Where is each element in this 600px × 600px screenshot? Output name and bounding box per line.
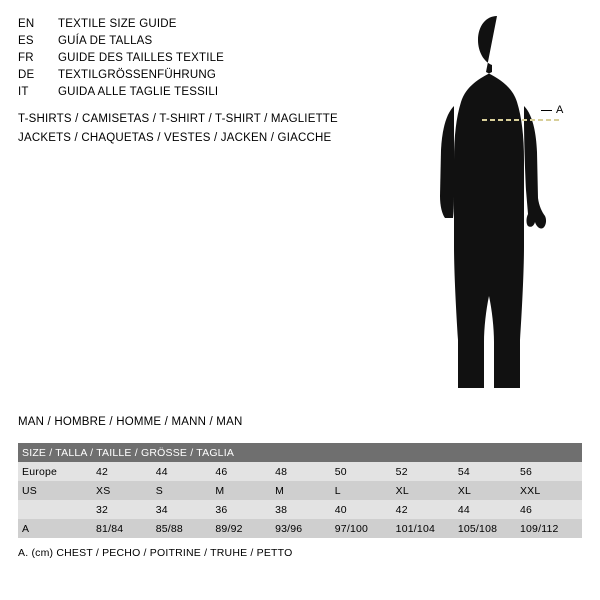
size-table <box>18 443 582 538</box>
language-list <box>18 16 358 101</box>
cell: 105/108 <box>458 519 520 538</box>
cell: XL <box>458 481 520 500</box>
cell: 109/112 <box>520 519 582 538</box>
language-text: TEXTILE SIZE GUIDE <box>58 18 177 30</box>
cell: 46 <box>520 500 582 519</box>
body-shape <box>454 16 524 388</box>
cell: 54 <box>458 462 520 481</box>
table-header-label: SIZE / TALLA / TAILLE / GRÖSSE / TAGLIA <box>18 443 582 462</box>
language-row <box>18 33 358 50</box>
chest-marker-label: A <box>556 104 564 116</box>
cell: 44 <box>458 500 520 519</box>
category-tshirts: T-SHIRTS / CAMISETAS / T-SHIRT / T-SHIRT / MAGLIETTE <box>18 113 338 125</box>
table-row <box>18 462 582 481</box>
language-code: EN <box>18 18 35 30</box>
language-row <box>18 16 358 33</box>
male-silhouette-figure <box>400 10 600 400</box>
language-code: DE <box>18 69 35 81</box>
cell: 52 <box>396 462 458 481</box>
language-text: GUIDA ALLE TAGLIE TESSILI <box>58 86 219 98</box>
language-code: IT <box>18 86 29 98</box>
table-row <box>18 481 582 500</box>
language-row <box>18 84 358 101</box>
cell: 85/88 <box>156 519 216 538</box>
cell: 93/96 <box>275 519 335 538</box>
cell: 101/104 <box>396 519 458 538</box>
cell: 56 <box>520 462 582 481</box>
cell: 42 <box>396 500 458 519</box>
cell: 42 <box>96 462 156 481</box>
cell: XL <box>396 481 458 500</box>
cell: 34 <box>156 500 216 519</box>
cell: XXL <box>520 481 582 500</box>
cell: 81/84 <box>96 519 156 538</box>
row-label: Europe <box>18 462 96 481</box>
right-arm-shape <box>524 106 546 229</box>
cell: 97/100 <box>335 519 396 538</box>
cell: M <box>215 481 275 500</box>
category-jackets: JACKETS / CHAQUETAS / VESTES / JACKEN / GIACCHE <box>18 132 332 144</box>
cell: 32 <box>96 500 156 519</box>
cell: 36 <box>215 500 275 519</box>
language-row <box>18 67 358 84</box>
cell: 48 <box>275 462 335 481</box>
table-section-title: MAN / HOMBRE / HOMME / MANN / MAN <box>18 416 243 428</box>
cell: 40 <box>335 500 396 519</box>
language-text: TEXTILGRÖSSENFÜHRUNG <box>58 69 216 81</box>
row-label: US <box>18 481 96 500</box>
cell: 38 <box>275 500 335 519</box>
cell: 89/92 <box>215 519 275 538</box>
cell: 46 <box>215 462 275 481</box>
cell: L <box>335 481 396 500</box>
cell: 50 <box>335 462 396 481</box>
category-list <box>18 110 368 148</box>
table-footnote: A. (cm) CHEST / PECHO / POITRINE / TRUHE / PETTO <box>18 547 293 559</box>
table-header-row <box>18 443 582 462</box>
language-text: GUÍA DE TALLAS <box>58 35 153 47</box>
language-row <box>18 50 358 67</box>
language-code: FR <box>18 52 34 64</box>
table-row <box>18 519 582 538</box>
cell: XS <box>96 481 156 500</box>
table-row <box>18 500 582 519</box>
cell: 44 <box>156 462 216 481</box>
left-arm-shape <box>440 106 454 218</box>
chest-label-dash <box>541 110 552 111</box>
cell: M <box>275 481 335 500</box>
language-text: GUIDE DES TAILLES TEXTILE <box>58 52 225 64</box>
row-label <box>18 500 96 519</box>
silhouette-svg <box>400 10 600 400</box>
language-code: ES <box>18 35 34 47</box>
row-label: A <box>18 519 96 538</box>
cell: S <box>156 481 216 500</box>
